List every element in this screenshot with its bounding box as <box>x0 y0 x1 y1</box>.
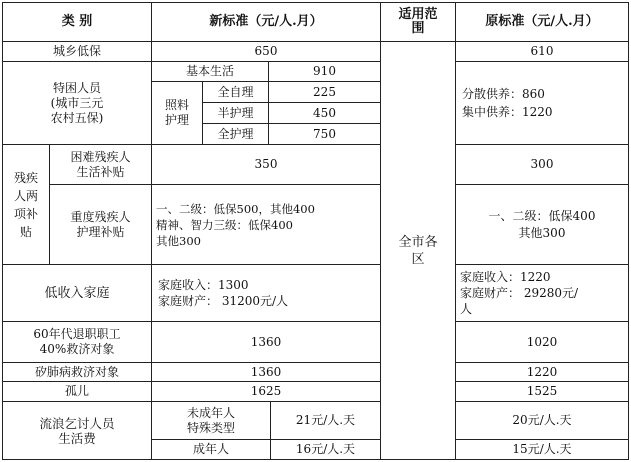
disabled-hardship-new: 350 <box>151 144 381 185</box>
retired-60s-new: 1360 <box>151 321 381 363</box>
orphan-old: 1525 <box>455 381 629 402</box>
row-label-retired-60s: 60年代退职职工 40%救济对象 <box>2 321 152 363</box>
header-category: 类 别 <box>2 2 152 42</box>
scope-all-districts: 全市各 区 <box>380 41 456 460</box>
tekun-full-care-new: 750 <box>268 123 381 145</box>
row-label-orphan: 孤儿 <box>2 381 152 402</box>
silicosis-new: 1360 <box>151 362 381 382</box>
vagrant-minor-new: 21元/人.天 <box>270 401 381 440</box>
silicosis-old: 1220 <box>455 362 629 382</box>
vagrant-adult-new: 16元/人.天 <box>270 439 381 460</box>
disabled-severe-old: 一、二级：低保400 其他300 <box>455 184 629 265</box>
vagrant-minor-label: 未成年人 特殊类型 <box>151 401 271 440</box>
tekun-semi-care-label: 半护理 <box>202 102 269 124</box>
low-income-old: 家庭收入：1220 家庭财产： 29280元/ 人 <box>455 264 629 322</box>
vagrant-adult-old: 15元/人.天 <box>455 439 629 460</box>
disabled-severe-new: 一、二级：低保500，其他400 精神、智力三级：低保400 其他300 <box>151 184 381 265</box>
row-label-disabled: 残疾 人两 项补 贴 <box>2 144 50 265</box>
dibao-new: 650 <box>151 41 381 62</box>
header-new-standard: 新标准（元/人.月） <box>151 2 381 42</box>
low-income-new: 家庭收入：1300 家庭财产： 31200元/人 <box>151 264 381 322</box>
tekun-basic-new: 910 <box>268 61 381 82</box>
retired-60s-old: 1020 <box>455 321 629 363</box>
disabled-hardship-label: 困难残疾人 生活补贴 <box>49 144 152 185</box>
tekun-self-care-new: 225 <box>268 81 381 103</box>
vagrant-adult-label: 成年人 <box>151 439 271 460</box>
orphan-new: 1625 <box>151 381 381 402</box>
disabled-hardship-old: 300 <box>455 144 629 185</box>
row-label-vagrant: 流浪乞讨人员 生活费 <box>2 401 152 460</box>
row-label-silicosis: 矽肺病救济对象 <box>2 362 152 382</box>
header-scope: 适用范 围 <box>380 2 456 42</box>
header-old-standard: 原标准（元/人.月） <box>455 2 629 42</box>
tekun-basic-label: 基本生活 <box>151 61 269 82</box>
row-label-tekun: 特困人员 (城市三元 农村五保) <box>2 61 152 145</box>
disabled-severe-label: 重度残疾人 护理补贴 <box>49 184 152 265</box>
dibao-old: 610 <box>455 41 629 62</box>
tekun-care-label: 照料 护理 <box>151 81 203 145</box>
tekun-old: 分散供养：860 集中供养：1220 <box>455 61 629 145</box>
vagrant-minor-old: 20元/人.天 <box>455 401 629 440</box>
row-label-low-income: 低收入家庭 <box>2 264 152 322</box>
row-label-dibao: 城乡低保 <box>2 41 152 62</box>
tekun-full-care-label: 全护理 <box>202 123 269 145</box>
tekun-self-care-label: 全自理 <box>202 81 269 103</box>
tekun-semi-care-new: 450 <box>268 102 381 124</box>
